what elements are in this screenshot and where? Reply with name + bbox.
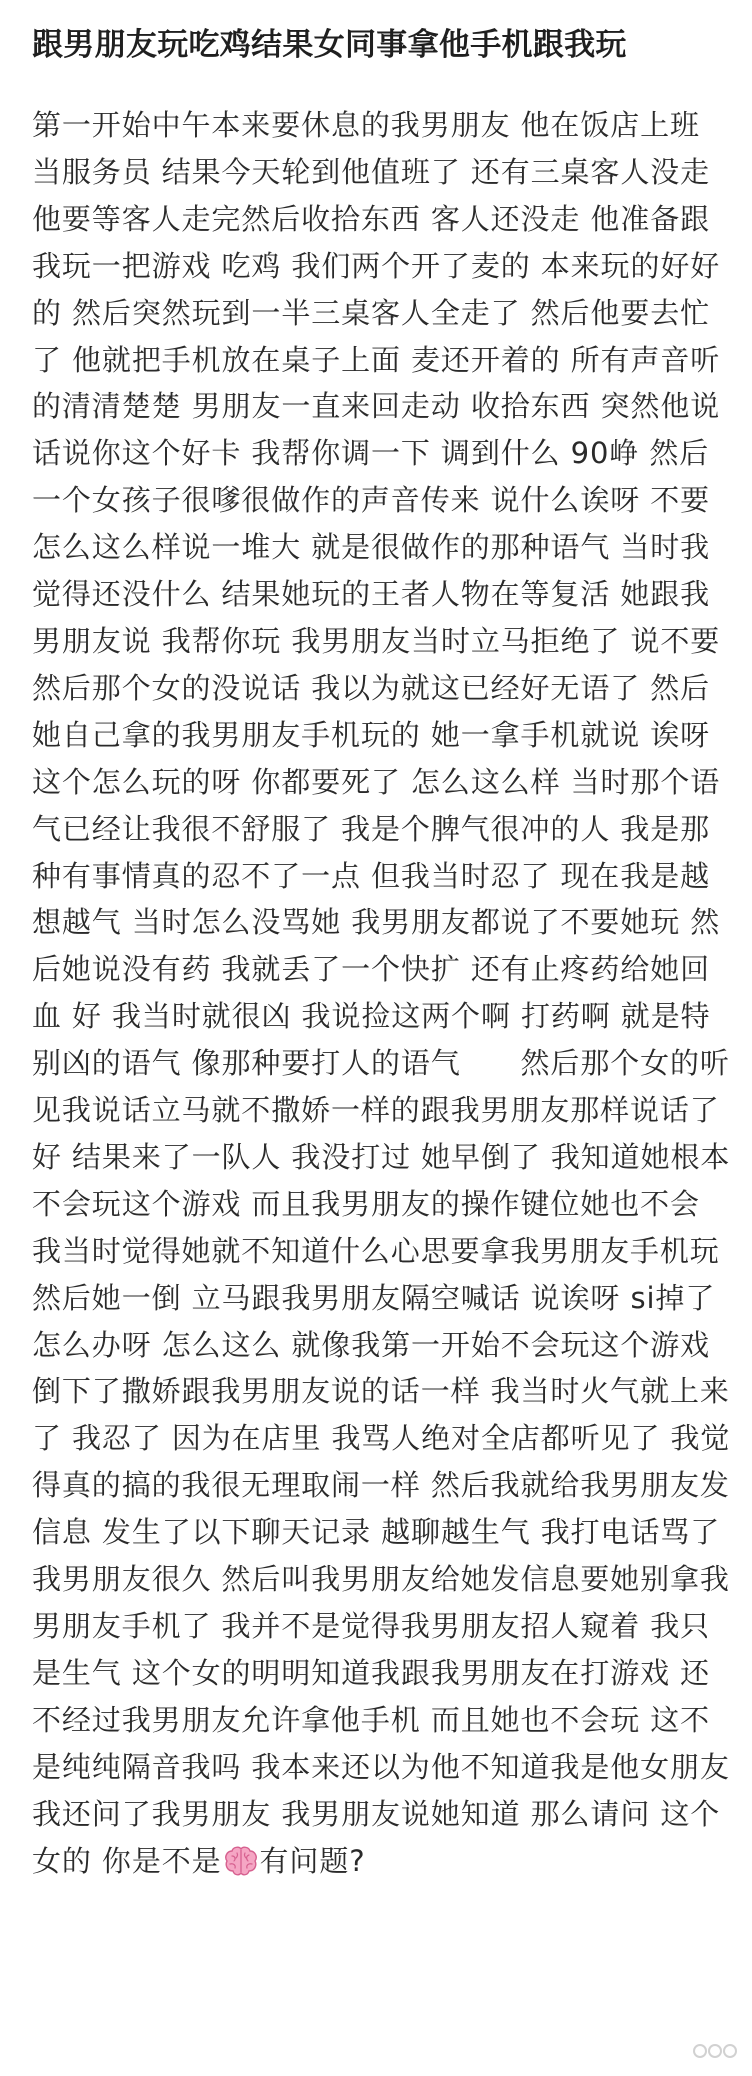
post-body-tail: 有问题?: [259, 1843, 366, 1878]
watermark-logo-icon: [692, 2040, 738, 2062]
post-body: [32, 102, 734, 1884]
brain-emoji-icon: [224, 1843, 258, 1873]
post-title: 跟男朋友玩吃鸡结果女同事拿他手机跟我玩: [32, 27, 627, 63]
post-body-text: 第一开始中午本来要休息的我男朋友 他在饭店上班 当服务员 结果今天轮到他值班了 还有三桌客人没走 他要等客人走完然后收拾东西 客人还没走 他准备跟我玩一把游戏 吃鸡 我们两个开了麦的 本来玩的好好的 然后突然玩到一半三桌客人全走了 然后他要去忙了 他就把手机放在桌子上面 麦还开着的 所有声音听的清清楚楚 男朋友一直来回走动 收拾东西 突然他说话说你这个好卡 我帮你调一下 调到什么 90峥 然后一个女孩子很嗲很做作的声音传来 说什么诶呀 不要 怎么这么样说一堆大 就是很做作的那种语气 当时我觉得还没什么 结果她玩的王者人物在等复活 她跟我男朋友说 我帮你玩 我男朋友当时立马拒绝了 说不要 然后那个女的没说话 我以为就这已经好无语了 然后她自己拿的我男朋友手机玩的 她一拿手机就说 诶呀 这个怎么玩的呀 你都要死了 怎么这么样 当时那个语气已经让我很不舒服了 我是个脾气很冲的人 我是那种有事情真的忍不了一点 但我当时忍了 现在我是越想越气 当时怎么没骂她 我男朋友都说了不要她玩 然后她说没有药 我就丢了一个快扩 还有止疼药给她回血 好 我当时就很凶 我说捡这两个啊 打药啊 就是特别凶的语气 像那种要打人的语气 然后那个女的听见我说话立马就不撒娇一样的跟我男朋友那样说话了 好 结果来了一队人 我没打过 她早倒了 我知道她根本不会玩这个游戏 而且我男朋友的操作键位她也不会 我当时觉得她就不知道什么心思要拿我男朋友手机玩 然后她一倒 立马跟我男朋友隔空喊话 说诶呀 si掉了 怎么办呀 怎么这么 就像我第一开始不会玩这个游戏倒下了撒娇跟我男朋友说的话一样 我当时火气就上来了 我忍了 因为在店里 我骂人绝对全店都听见了 我觉得真的搞的我很无理取闹一样 然后我就给我男朋友发信息 发生了以下聊天记录 越聊越生气 我打电话骂了我男朋友很久 然后叫我男朋友给她发信息要她别拿我男朋友手机了 我并不是觉得我男朋友招人窥着 我只是生气 这个女的明明知道我跟我男朋友在打游戏 还不经过我男朋友允许拿他手机 而且她也不会玩 这不是纯纯隔音我吗 我本来还以为他不知道我是他女朋友 我还问了我男朋友 我男朋友说她知道 那么请问 这个女的 你是不是: [32, 108, 731, 1878]
